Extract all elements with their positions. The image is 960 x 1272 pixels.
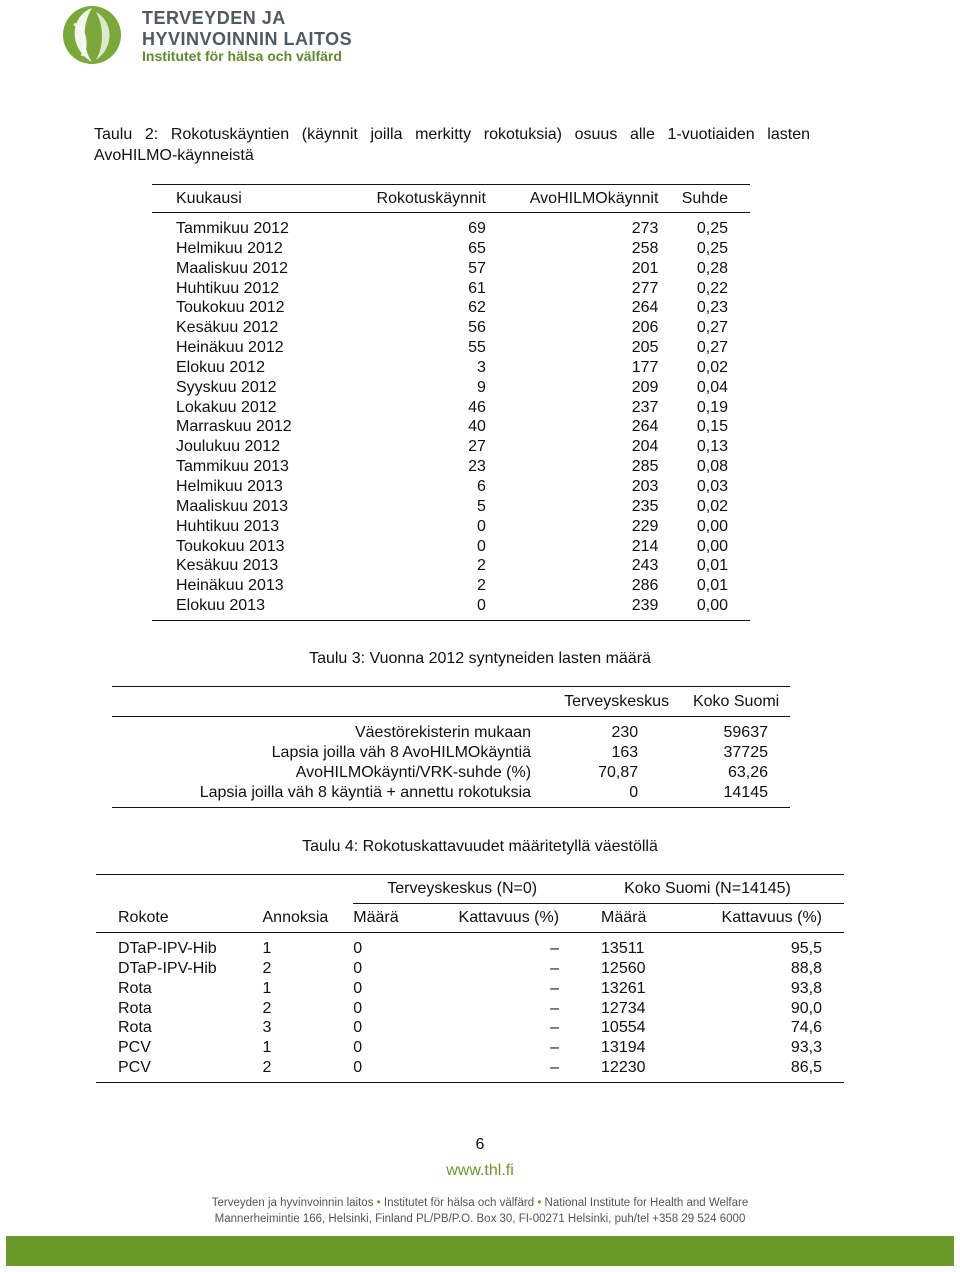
table-cell: Maaliskuu 2013 [176,497,289,515]
table-cell: 69 [468,220,486,237]
table-cell: 286 [631,577,659,595]
table-row [152,279,750,299]
table-cell: Väestörekisterin mukaan [354,724,532,741]
table4-caption: Taulu 4: Rokotuskattavuudet määritetyllä väestöllä [302,838,658,855]
table-cell: 0 [477,537,486,555]
table-cell: 0 [339,596,486,620]
table-cell: 1 [262,940,272,957]
table-header-row [96,904,844,933]
table-row [112,717,790,744]
table-cell: 0 [353,959,363,977]
table-row [152,537,750,557]
table-cell: 0,01 [696,577,728,595]
website-link[interactable]: www.thl.fi [446,1162,514,1179]
table-cell: 57 [468,259,486,277]
table-cell: 23 [468,458,486,476]
table-row [152,358,750,378]
table-cell: 65 [468,239,486,257]
table-cell: 0,13 [696,438,728,456]
table-cell: 285 [631,458,659,476]
table-cell: Toukokuu 2012 [176,299,285,317]
table-cell: – [550,979,560,997]
table-cell: 243 [631,557,659,575]
table-header-row [112,687,790,717]
table-cell: 2 [263,1058,354,1082]
table-cell: 201 [631,259,659,277]
table-cell: Lokakuu 2012 [176,398,277,416]
table-cell: 0,27 [696,319,728,337]
table-row [96,979,844,999]
table-row [152,398,750,418]
thl-leaf-logo-icon [52,4,136,66]
table-row [152,517,750,537]
table-cell: Tammikuu 2012 [176,220,289,237]
table-row [152,318,750,338]
table-cell: 0,00 [696,537,728,555]
table-cell: 235 [631,497,659,515]
table-cell: Helmikuu 2012 [176,239,283,257]
table-cell: 12560 [601,959,646,977]
table-cell: PCV [96,1058,263,1082]
table-cell: 56 [468,319,486,337]
table-cell: 0,27 [696,339,728,357]
table-cell: 214 [631,537,659,555]
table-row [152,497,750,517]
table-cell: 203 [631,477,659,495]
column-header: Terveyskeskus [564,692,670,710]
table-cell: Elokuu 2012 [176,358,265,376]
column-header: Rokotuskäynnit [376,189,486,207]
table-cell: 163 [611,744,639,761]
table-cell: 0,22 [696,279,728,297]
table-row [152,338,750,358]
table-cell: – [550,940,560,957]
table-cell: 0,23 [696,299,728,317]
table-cell: 74,6 [790,1019,822,1037]
table-row [96,1058,844,1082]
table-cell: 0 [353,1019,363,1037]
footer-separator: • [376,1197,381,1209]
table-cell: Rota [118,979,152,997]
table-cell: 2 [262,959,272,977]
table-row [112,783,790,808]
column-header: Annoksia [262,908,329,926]
table-cell: 27 [468,438,486,456]
table-cell: 59637 [723,724,768,741]
table-cell: Joulukuu 2012 [176,438,281,456]
table-body [152,213,750,621]
table-row [152,596,750,620]
table-cell: 12734 [601,999,646,1017]
table-cell: Huhtikuu 2012 [176,279,280,297]
coverage-table [96,874,844,1083]
table-cell: 37725 [723,744,768,761]
table-cell: 0,01 [696,557,728,575]
column-header: AvoHILMOkäynnit [529,189,659,207]
thl-logo [52,4,392,66]
table-cell: 62 [468,299,486,317]
column-header [112,687,551,717]
table-cell: 264 [631,418,659,436]
table-cell: 258 [631,239,659,257]
table-cell: 95,5 [790,940,822,957]
table-cell: 0 [353,1058,416,1082]
table-cell: 229 [631,517,659,535]
table-cell: – [550,959,560,977]
table-row [96,999,844,1019]
table-cell: Heinäkuu 2012 [176,339,284,357]
table-cell: 0,02 [696,497,728,515]
table-body [112,717,790,808]
table-cell: 13261 [601,979,646,997]
table-cell: DTaP-IPV-Hib [118,940,217,957]
table-cell: 0,08 [696,458,728,476]
table-cell: 0,28 [696,259,728,277]
column-header: Kattavuus (%) [721,909,822,926]
table-cell: 209 [631,378,659,396]
table-cell: Rota [118,999,152,1017]
footer-separator: • [537,1197,542,1209]
logo-line1: TERVEYDEN JA [142,8,286,28]
table-header-row [152,185,750,213]
table-cell: 90,0 [790,999,822,1017]
table-row [152,259,750,279]
table-cell: 6 [477,477,486,495]
table-cell: 0,25 [696,220,728,237]
table-cell: 206 [631,319,659,337]
table-cell: 1 [262,1039,272,1057]
column-header: Kuukausi [176,189,242,207]
table-cell: 0,00 [658,596,750,620]
table-cell: 0,02 [696,358,728,376]
table-cell: Elokuu 2013 [152,596,339,620]
table-cell: 2 [262,999,272,1017]
table-cell: – [550,1019,560,1037]
table-cell: Helmikuu 2013 [176,477,283,495]
table-row [152,576,750,596]
table2-caption: Taulu 2: Rokotuskäyntien (käynnit joilla merkitty rokotuksia) osuus alle 1-vuotiaiden lasten AvoHILMO-käynneistä [94,126,810,164]
table-cell: Lapsia joilla väh 8 käyntiä + annettu rokotuksia [112,783,551,808]
table-cell: 0 [353,940,363,957]
table-row [152,556,750,576]
table-cell: 1 [262,979,272,997]
table-cell: 55 [468,339,486,357]
table-cell: – [550,999,560,1017]
column-header: Kattavuus (%) [458,909,560,926]
table-cell: 13194 [601,1039,646,1057]
footer-org-sv: Institutet för hälsa och välfärd [383,1197,535,1209]
table-cell: 0 [551,783,682,808]
column-header: Määrä [601,909,647,926]
table-row [152,378,750,398]
table-cell: 12230 [571,1058,675,1082]
logo-line2: HYVINVOINNIN LAITOS [142,29,353,49]
table-cell: 0 [353,999,363,1017]
table-cell: 2 [477,557,486,575]
table-cell: 14145 [682,783,790,808]
table-cell: Marraskuu 2012 [176,418,292,436]
table-cell: PCV [118,1039,151,1057]
table-row [152,298,750,318]
table-cell: 0,00 [696,517,728,535]
table-cell: 40 [468,418,486,436]
table-cell: Lapsia joilla väh 8 AvoHILMOkäyntiä [271,744,532,761]
table-row [112,743,790,763]
table-cell: DTaP-IPV-Hib [118,959,217,977]
table-row [152,477,750,497]
table-cell: 0,04 [696,378,728,396]
table-row [96,933,844,959]
table-cell: 86,5 [675,1058,844,1082]
table-cell: 237 [631,398,659,416]
table-cell: 5 [477,497,486,515]
table-cell: 273 [631,220,659,237]
footer-bar [6,1236,954,1266]
table-cell: 0 [477,517,486,535]
table-cell: 204 [631,438,659,456]
table-cell: 10554 [601,1019,646,1037]
column-header: Suhde [681,189,728,207]
table-cell: 0,19 [696,398,728,416]
footer-org-en: National Institute for Health and Welfare [544,1197,749,1209]
table-row [96,1018,844,1038]
table-cell: 230 [611,724,639,741]
table-cell: 9 [477,378,486,396]
table-row [152,213,750,239]
table-cell: 46 [468,398,486,416]
footer-org-line [0,1197,960,1209]
table-cell: Syyskuu 2012 [176,378,277,396]
table-cell: Rota [118,1019,152,1037]
births-table [112,686,790,808]
table-row [96,959,844,979]
table-row [152,239,750,259]
footer-org-fi: Terveyden ja hyvinvoinnin laitos [211,1197,374,1209]
group-header-health-center: Terveyskeskus (N=0) [353,875,571,904]
column-header: Rokote [118,908,169,926]
table-cell: 70,87 [598,764,639,781]
table-cell: Maaliskuu 2012 [176,259,289,277]
table-cell: 277 [631,279,659,297]
table-row [112,763,790,783]
table-cell: 88,8 [790,959,822,977]
table-cell: Kesäkuu 2012 [176,319,279,337]
table-row [152,437,750,457]
table-cell: 0 [353,1039,363,1057]
table-cell: – [416,1058,571,1082]
table-cell: 0,25 [696,239,728,257]
page-number: 6 [475,1136,485,1153]
table-cell: – [550,1039,560,1057]
table-cell: Tammikuu 2013 [176,458,289,476]
footer-address: Mannerheimintie 166, Helsinki, Finland PL/PB/P.O. Box 30, FI-00271 Helsinki, puh/tel +358 29 524 6000 [214,1213,746,1225]
table-cell: 239 [486,596,659,620]
table-cell: Huhtikuu 2013 [176,517,280,535]
column-header: Koko Suomi [692,692,780,710]
table-cell: Heinäkuu 2013 [176,577,284,595]
table-cell: Kesäkuu 2013 [176,557,279,575]
table-cell: 63,26 [727,764,768,781]
table-row [96,1038,844,1058]
table-cell: 13511 [601,940,645,957]
table-row [152,417,750,437]
logo-line3: Institutet för hälsa och välfärd [142,48,342,64]
table-cell: 2 [477,577,486,595]
table-cell: AvoHILMOkäynti/VRK-suhde (%) [295,764,532,781]
vaccination-visits-table [152,184,750,621]
table-group-header-row [96,875,844,904]
table-row [152,457,750,477]
table-cell: 61 [468,279,486,297]
table-cell: 93,3 [790,1039,822,1057]
table-cell: 205 [631,339,659,357]
table-cell: 264 [631,299,659,317]
column-header: Määrä [353,909,399,926]
table-cell: 177 [631,358,659,376]
group-header-finland: Koko Suomi (N=14145) [571,875,844,904]
table3-caption: Taulu 3: Vuonna 2012 syntyneiden lasten määrä [309,650,651,667]
table-cell: 0,15 [696,418,728,436]
table-cell: 93,8 [790,979,822,997]
table-cell: 3 [477,358,486,376]
table-cell: 3 [262,1019,272,1037]
table-body [96,933,844,1083]
table-cell: 0,03 [696,477,728,495]
table-cell: Toukokuu 2013 [176,537,285,555]
table-cell: 0 [353,979,363,997]
